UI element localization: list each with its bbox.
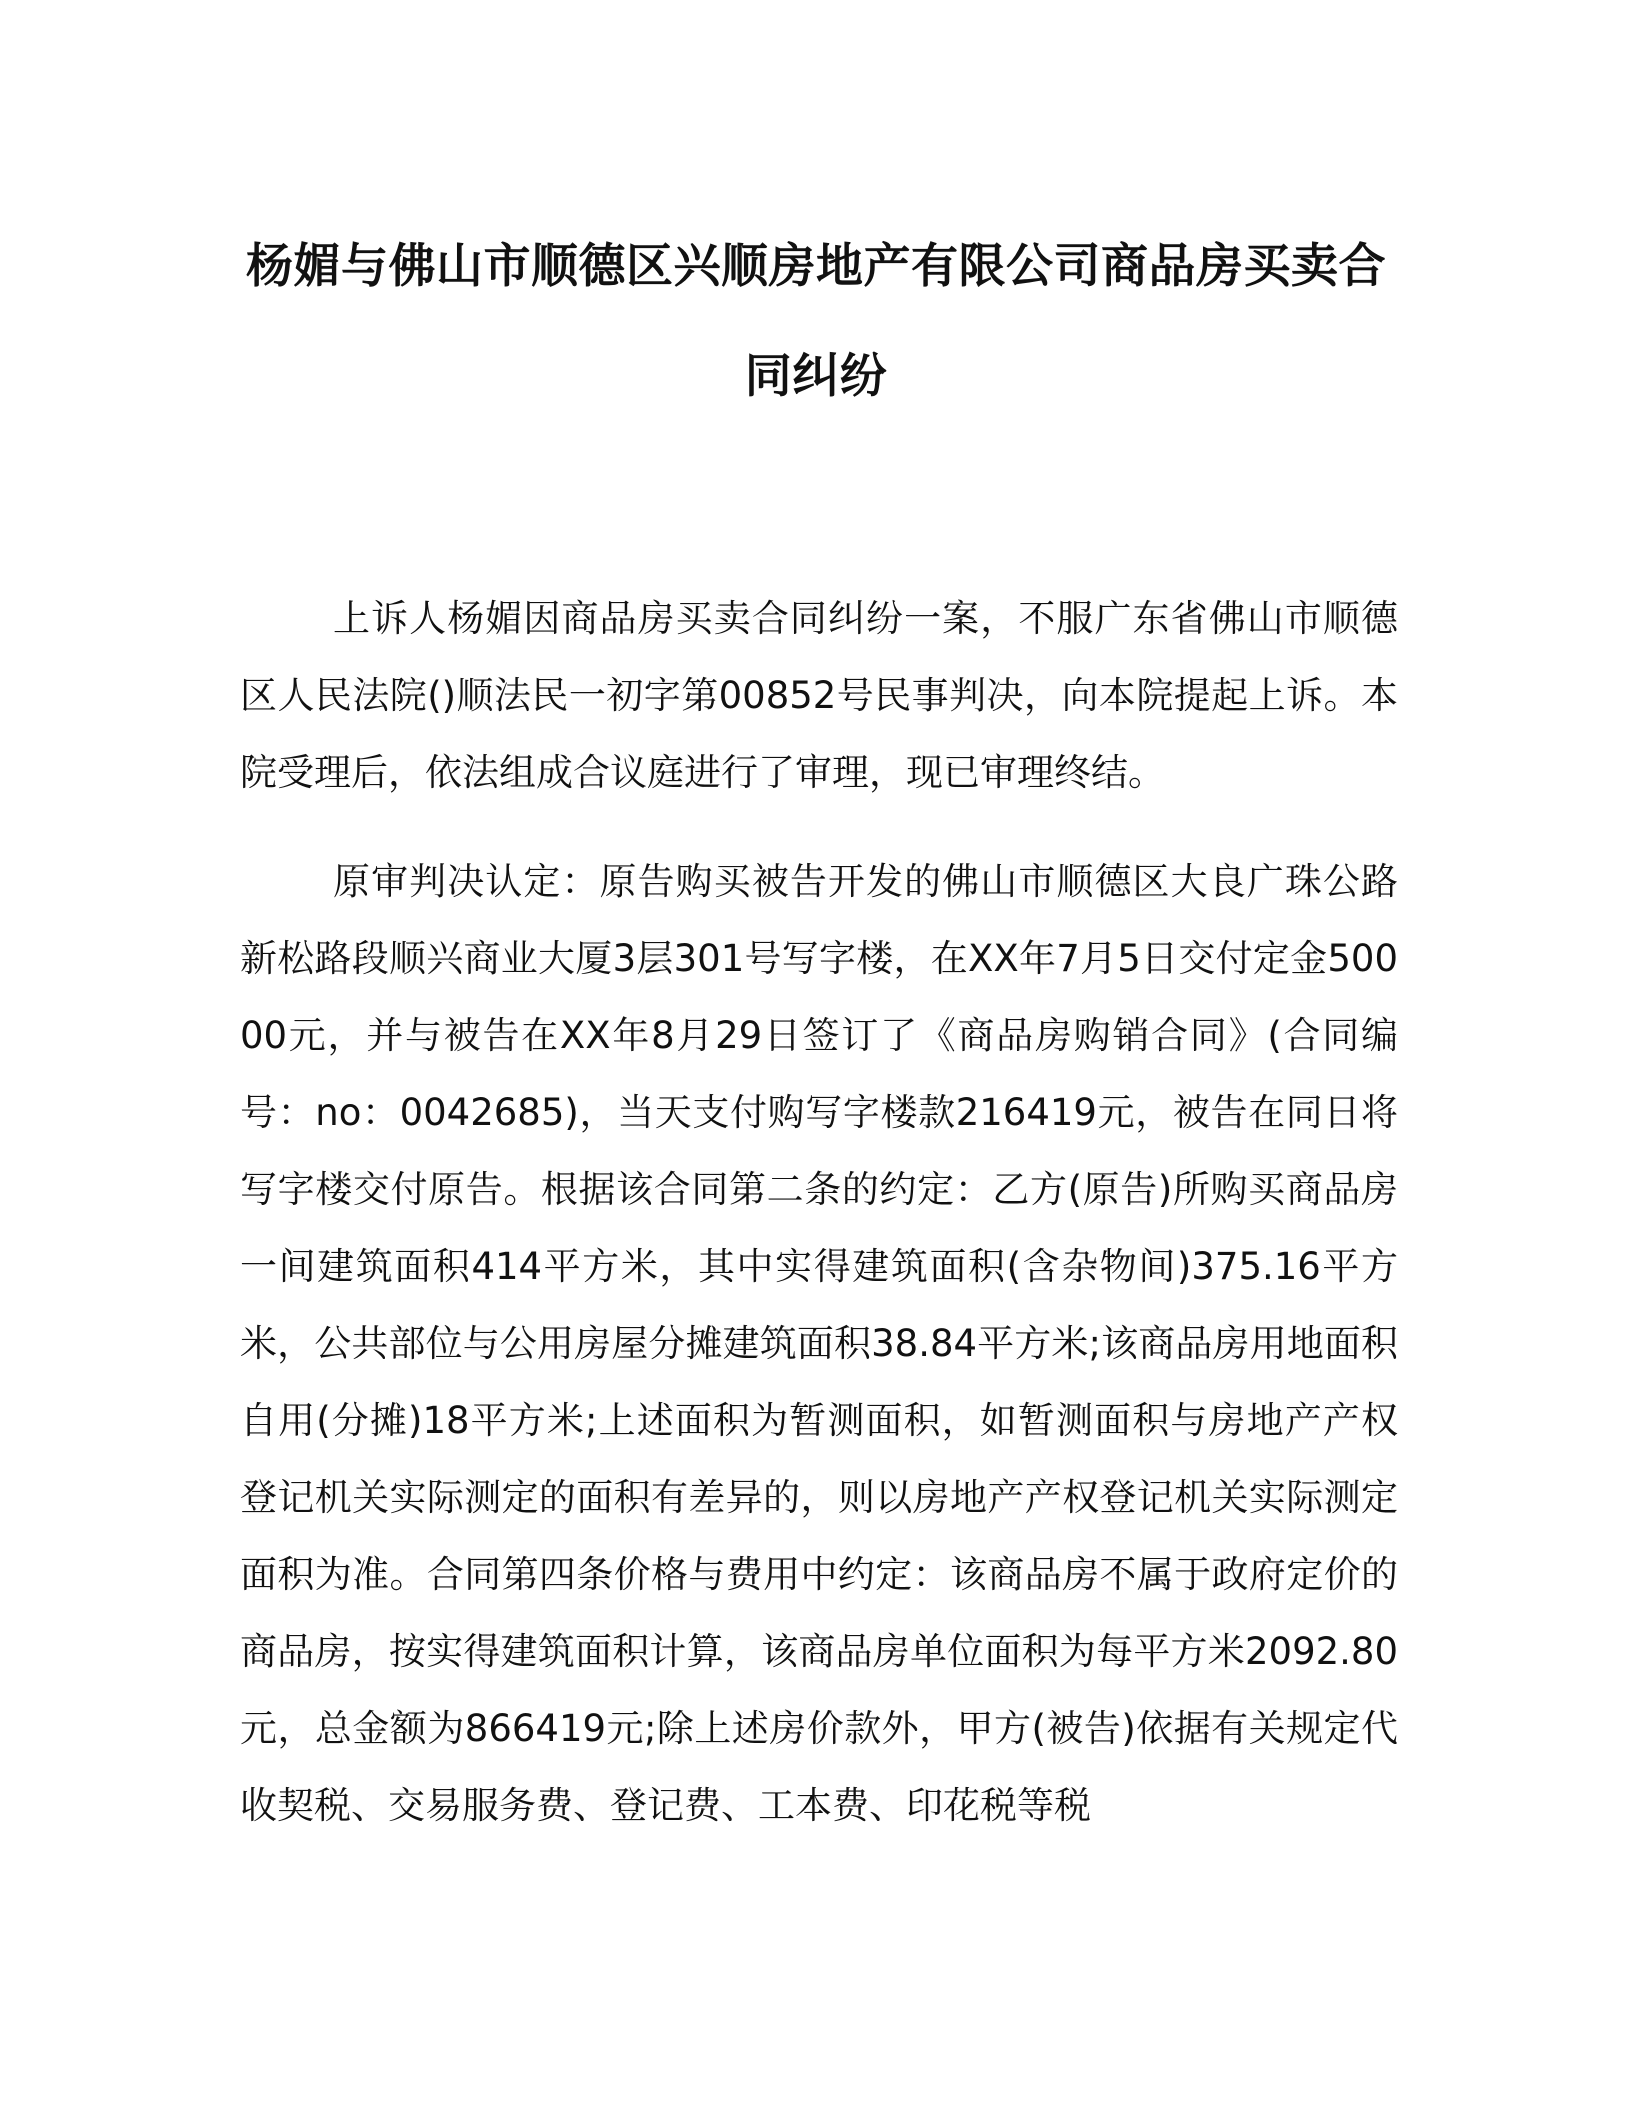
document-body <box>240 580 1398 1876</box>
document-title: 杨媚与佛山市顺德区兴顺房地产有限公司商品房买卖合同纠纷 <box>246 239 1386 404</box>
paragraph-appeal-intro: 上诉人杨媚因商品房买卖合同纠纷一案，不服广东省佛山市顺德区人民法院()顺法民一初字第00852号民事判决，向本院提起上诉。本院受理后，依法组成合议庭进行了审理，现已审理终结。 <box>240 597 1398 794</box>
paragraph-original-judgment: 原审判决认定：原告购买被告开发的佛山市顺德区大良广珠公路新松路段顺兴商业大厦3层301号写字楼，在XX年7月5日交付定金50000元，并与被告在XX年8月29日签订了《商品房购销合同》(合同编号：no：0042685)，当天支付购写字楼款216419元，被告在同日将写字楼交付原告。根据该合同第二条的约定：乙方(原告)所购买商品房一间建筑面积414平方米，其中实得建筑面积(含杂物间)375.16平方米，公共部位与公用房屋分摊建筑面积38.84平方米;该商品房用地面积自用(分摊)18平方米;上述面积为暂测面积，如暂测面积与房地产产权登记机关实际测定的面积有差异的，则以房地产产权登记机关实际测定面积为准。合同第四条价格与费用中约定：该商品房不属于政府定价的商品房，按实得建筑面积计算，该商品房单位面积为每平方米2092.80元，总金额为866419元;除上述房价款外，甲方(被告)依据有关规定代收契税、交易服务费、登记费、工本费、印花税等税 <box>240 860 1398 1827</box>
